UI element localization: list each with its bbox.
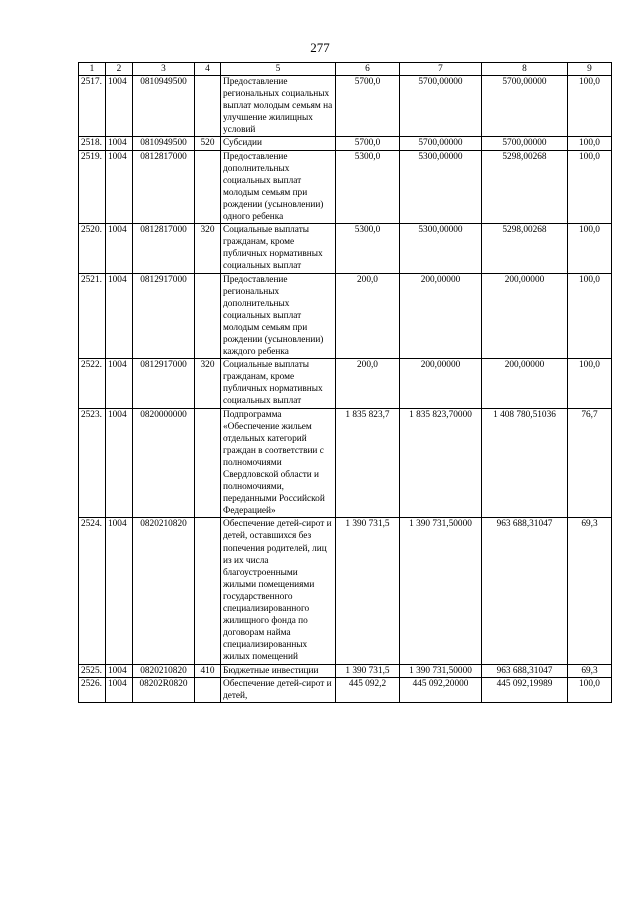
value-col-8: 1 408 780,51036 bbox=[482, 408, 568, 518]
percent-col-9: 100,0 bbox=[568, 137, 612, 150]
value-col-8: 963 688,31047 bbox=[482, 664, 568, 677]
value-col-7: 5300,00000 bbox=[400, 150, 482, 224]
target-article-code: 0812917000 bbox=[133, 359, 195, 408]
value-col-8: 963 688,31047 bbox=[482, 518, 568, 664]
table-row bbox=[79, 677, 612, 702]
value-col-8: 5700,00000 bbox=[482, 137, 568, 150]
value-col-7: 200,00000 bbox=[400, 359, 482, 408]
item-name: Подпрограмма «Обеспечение жильем отдельных категорий граждан в соответствии с полномочиями Свердловской области и полномочиями, переданными Российской Федерацией» bbox=[221, 408, 336, 518]
target-article-code: 0812917000 bbox=[133, 273, 195, 359]
value-col-6: 5300,0 bbox=[336, 150, 400, 224]
section-code: 1004 bbox=[106, 273, 133, 359]
value-col-6: 200,0 bbox=[336, 359, 400, 408]
row-number: 2524. bbox=[79, 518, 106, 664]
value-col-6: 445 092,2 bbox=[336, 677, 400, 702]
section-code: 1004 bbox=[106, 664, 133, 677]
value-col-6: 1 390 731,5 bbox=[336, 664, 400, 677]
value-col-8: 5700,00000 bbox=[482, 76, 568, 137]
percent-col-9: 69,3 bbox=[568, 518, 612, 664]
section-code: 1004 bbox=[106, 76, 133, 137]
target-article-code: 0812817000 bbox=[133, 224, 195, 273]
table-row bbox=[79, 273, 612, 359]
target-article-code: 08202R0820 bbox=[133, 677, 195, 702]
value-col-7: 1 390 731,50000 bbox=[400, 518, 482, 664]
expense-type-code bbox=[195, 150, 221, 224]
expense-type-code: 410 bbox=[195, 664, 221, 677]
header-col-4: 4 bbox=[195, 63, 221, 76]
row-number: 2525. bbox=[79, 664, 106, 677]
target-article-code: 0812817000 bbox=[133, 150, 195, 224]
percent-col-9: 69,3 bbox=[568, 664, 612, 677]
header-col-2: 2 bbox=[106, 63, 133, 76]
table-row bbox=[79, 518, 612, 664]
expense-type-code bbox=[195, 273, 221, 359]
row-number: 2517. bbox=[79, 76, 106, 137]
value-col-7: 1 390 731,50000 bbox=[400, 664, 482, 677]
target-article-code: 0820210820 bbox=[133, 518, 195, 664]
header-col-3: 3 bbox=[133, 63, 195, 76]
header-col-5: 5 bbox=[221, 63, 336, 76]
item-name: Социальные выплаты гражданам, кроме публичных нормативных социальных выплат bbox=[221, 359, 336, 408]
item-name: Обеспечение детей-сирот и детей, bbox=[221, 677, 336, 702]
budget-table bbox=[78, 62, 612, 703]
row-number: 2523. bbox=[79, 408, 106, 518]
value-col-8: 5298,00268 bbox=[482, 224, 568, 273]
expense-type-code: 320 bbox=[195, 224, 221, 273]
expense-type-code: 320 bbox=[195, 359, 221, 408]
table-row bbox=[79, 150, 612, 224]
value-col-7: 5300,00000 bbox=[400, 224, 482, 273]
value-col-6: 5300,0 bbox=[336, 224, 400, 273]
percent-col-9: 100,0 bbox=[568, 677, 612, 702]
value-col-8: 200,00000 bbox=[482, 273, 568, 359]
header-col-1: 1 bbox=[79, 63, 106, 76]
item-name: Предоставление региональных дополнительных социальных выплат молодым семьям при рождении (усыновлении) каждого ребенка bbox=[221, 273, 336, 359]
item-name: Предоставление дополнительных социальных выплат молодым семьям при рождении (усыновлении) одного ребенка bbox=[221, 150, 336, 224]
row-number: 2518. bbox=[79, 137, 106, 150]
percent-col-9: 100,0 bbox=[568, 150, 612, 224]
percent-col-9: 76,7 bbox=[568, 408, 612, 518]
header-col-9: 9 bbox=[568, 63, 612, 76]
item-name: Предоставление региональных социальных выплат молодым семьям на улучшение жилищных условий bbox=[221, 76, 336, 137]
row-number: 2522. bbox=[79, 359, 106, 408]
percent-col-9: 100,0 bbox=[568, 273, 612, 359]
value-col-7: 1 835 823,70000 bbox=[400, 408, 482, 518]
table-row bbox=[79, 664, 612, 677]
expense-type-code: 520 bbox=[195, 137, 221, 150]
value-col-6: 5700,0 bbox=[336, 76, 400, 137]
header-col-6: 6 bbox=[336, 63, 400, 76]
section-code: 1004 bbox=[106, 137, 133, 150]
table-row bbox=[79, 76, 612, 137]
value-col-6: 1 835 823,7 bbox=[336, 408, 400, 518]
item-name: Обеспечение детей-сирот и детей, оставшихся без попечения родителей, лиц из их числа благоустроенными жилыми помещениями государственного специализированного жилищного фонда по договорам найма специализированных жилых помещений bbox=[221, 518, 336, 664]
table-row bbox=[79, 224, 612, 273]
item-name: Бюджетные инвестиции bbox=[221, 664, 336, 677]
value-col-6: 1 390 731,5 bbox=[336, 518, 400, 664]
item-name: Субсидии bbox=[221, 137, 336, 150]
expense-type-code bbox=[195, 518, 221, 664]
section-code: 1004 bbox=[106, 224, 133, 273]
section-code: 1004 bbox=[106, 677, 133, 702]
value-col-7: 445 092,20000 bbox=[400, 677, 482, 702]
expense-type-code bbox=[195, 76, 221, 137]
target-article-code: 0820210820 bbox=[133, 664, 195, 677]
section-code: 1004 bbox=[106, 150, 133, 224]
target-article-code: 0810949500 bbox=[133, 137, 195, 150]
table-row bbox=[79, 359, 612, 408]
section-code: 1004 bbox=[106, 408, 133, 518]
row-number: 2526. bbox=[79, 677, 106, 702]
section-code: 1004 bbox=[106, 359, 133, 408]
expense-type-code bbox=[195, 408, 221, 518]
value-col-7: 5700,00000 bbox=[400, 137, 482, 150]
value-col-7: 5700,00000 bbox=[400, 76, 482, 137]
percent-col-9: 100,0 bbox=[568, 224, 612, 273]
target-article-code: 0810949500 bbox=[133, 76, 195, 137]
table-row bbox=[79, 137, 612, 150]
value-col-8: 445 092,19989 bbox=[482, 677, 568, 702]
value-col-7: 200,00000 bbox=[400, 273, 482, 359]
target-article-code: 0820000000 bbox=[133, 408, 195, 518]
header-col-7: 7 bbox=[400, 63, 482, 76]
item-name: Социальные выплаты гражданам, кроме публичных нормативных социальных выплат bbox=[221, 224, 336, 273]
table-row bbox=[79, 408, 612, 518]
percent-col-9: 100,0 bbox=[568, 76, 612, 137]
value-col-6: 200,0 bbox=[336, 273, 400, 359]
expense-type-code bbox=[195, 677, 221, 702]
page-number: 277 bbox=[310, 40, 330, 55]
row-number: 2520. bbox=[79, 224, 106, 273]
value-col-8: 200,00000 bbox=[482, 359, 568, 408]
row-number: 2521. bbox=[79, 273, 106, 359]
percent-col-9: 100,0 bbox=[568, 359, 612, 408]
section-code: 1004 bbox=[106, 518, 133, 664]
value-col-8: 5298,00268 bbox=[482, 150, 568, 224]
row-number: 2519. bbox=[79, 150, 106, 224]
value-col-6: 5700,0 bbox=[336, 137, 400, 150]
header-row bbox=[79, 63, 612, 76]
header-col-8: 8 bbox=[482, 63, 568, 76]
